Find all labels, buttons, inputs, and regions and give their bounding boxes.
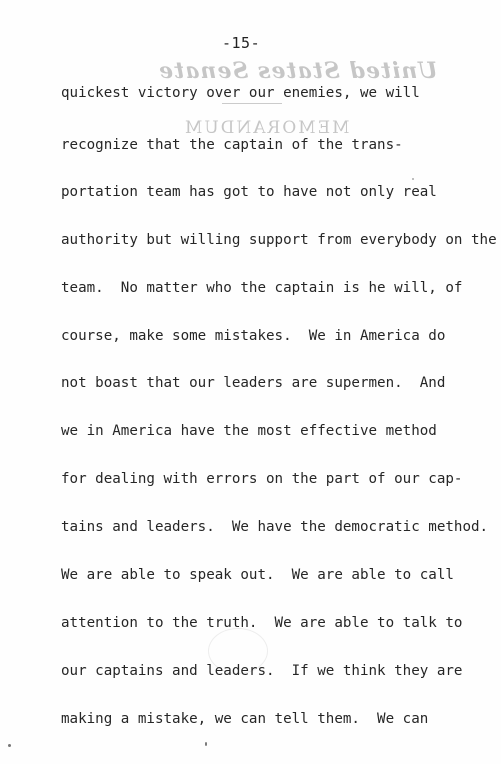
body-line: recognize that the captain of the trans- bbox=[61, 137, 403, 153]
ink-speck bbox=[412, 178, 414, 180]
body-line: we in America have the most effective method bbox=[61, 423, 437, 439]
body-line: portation team has got to have not only real bbox=[61, 184, 437, 200]
letterhead-bleedthrough-memo: MEMORANDUM bbox=[183, 118, 350, 138]
body-line: for dealing with errors on the part of our cap- bbox=[61, 471, 463, 487]
body-line: making a mistake, we can tell them. We can bbox=[61, 711, 429, 727]
body-line: attention to the truth. We are able to talk to bbox=[61, 615, 463, 631]
body-line: tains and leaders. We have the democratic method. bbox=[61, 519, 489, 535]
body-line: authority but willing support from everybody on the bbox=[61, 232, 497, 248]
body-line: We are able to speak out. We are able to call bbox=[61, 567, 454, 583]
body-line: course, make some mistakes. We in America do bbox=[61, 328, 446, 344]
body-line: quickest victory over our enemies, we will bbox=[61, 85, 420, 101]
letterhead-bleedthrough-senate: United States Senate bbox=[158, 58, 438, 84]
body-line: our captains and leaders. If we think they are bbox=[61, 663, 463, 679]
body-line: team. No matter who the captain is he will, of bbox=[61, 280, 463, 296]
letterhead-bleedthrough-rule bbox=[222, 103, 282, 104]
page-number: -15- bbox=[222, 34, 261, 52]
ink-speck bbox=[8, 744, 11, 747]
ink-speck bbox=[205, 742, 207, 746]
body-line: not boast that our leaders are supermen. And bbox=[61, 375, 446, 391]
